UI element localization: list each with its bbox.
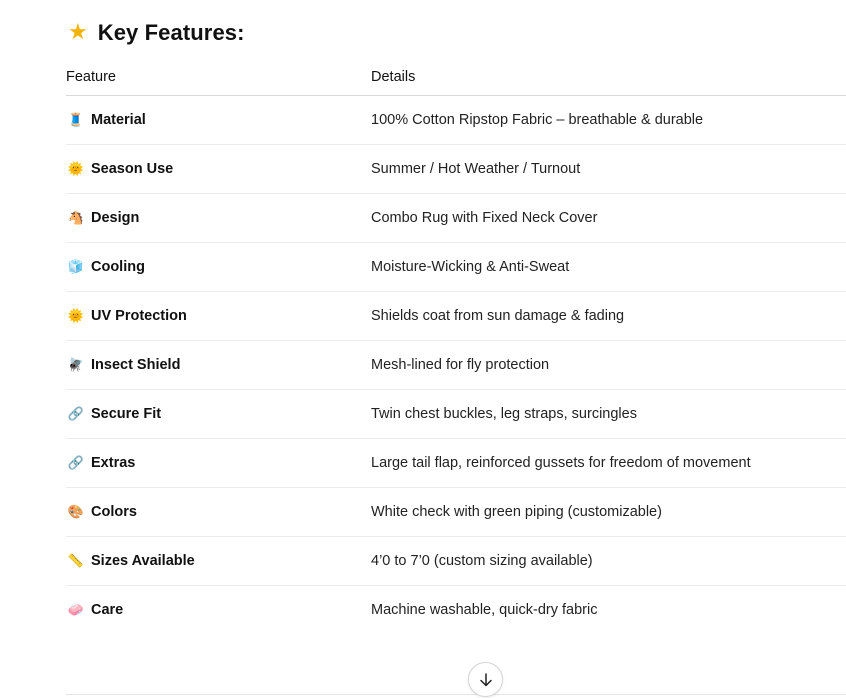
- sun-icon: 🌞: [67, 308, 85, 324]
- feature-name: UV Protection: [91, 308, 187, 324]
- feature-name: Sizes Available: [91, 553, 195, 569]
- table-row: [66, 537, 846, 586]
- horse-icon: 🐴: [67, 210, 85, 226]
- link-icon: 🔗: [67, 406, 85, 422]
- feature-name: Insect Shield: [91, 357, 181, 373]
- feature-label-group: [66, 553, 371, 569]
- table-row: [66, 341, 846, 390]
- feature-label-group: [66, 308, 371, 324]
- feature-label-group: [66, 602, 371, 618]
- column-header-details: Details: [371, 58, 846, 96]
- feature-cell: [66, 194, 371, 243]
- feature-cell: [66, 586, 371, 635]
- features-table: [66, 58, 846, 634]
- sun-face-icon: 🌞: [67, 161, 85, 177]
- table-header-row: [66, 58, 846, 96]
- thread-spool-icon: 🧵: [67, 112, 85, 128]
- feature-name: Cooling: [91, 259, 145, 275]
- feature-name: Secure Fit: [91, 406, 162, 422]
- feature-name: Extras: [91, 455, 136, 471]
- feature-cell: [66, 243, 371, 292]
- feature-details: Machine washable, quick-dry fabric: [371, 602, 598, 618]
- table-row: [66, 488, 846, 537]
- feature-cell: [66, 292, 371, 341]
- feature-label-group: [66, 210, 371, 226]
- feature-name: Care: [91, 602, 124, 618]
- feature-details: 100% Cotton Ripstop Fabric – breathable & durable: [371, 96, 846, 145]
- feature-details: Twin chest buckles, leg straps, surcingles: [371, 390, 846, 439]
- feature-cell: [66, 488, 371, 537]
- table-row: [66, 96, 846, 145]
- feature-label-group: [66, 455, 371, 471]
- table-row: [66, 145, 846, 194]
- scroll-down-button[interactable]: [468, 662, 503, 697]
- feature-details: Summer / Hot Weather / Turnout: [371, 145, 846, 194]
- ice-cube-icon: 🧊: [67, 259, 85, 275]
- feature-cell: [66, 390, 371, 439]
- table-row: [66, 194, 846, 243]
- table-row: [66, 586, 846, 635]
- star-icon: ★: [68, 20, 88, 45]
- feature-details: Large tail flap, reinforced gussets for freedom of movement: [371, 439, 846, 488]
- table-row: [66, 439, 846, 488]
- table-row: [66, 292, 846, 341]
- feature-name: Colors: [91, 504, 137, 520]
- feature-details: White check with green piping (customizable): [371, 488, 846, 537]
- feature-cell: [66, 96, 371, 145]
- feature-name: Design: [91, 210, 140, 226]
- feature-name: Material: [91, 112, 146, 128]
- table-row: [66, 243, 846, 292]
- feature-cell: [66, 439, 371, 488]
- feature-details: 4’0 to 7’0 (custom sizing available): [371, 537, 846, 586]
- feature-cell: [66, 145, 371, 194]
- ruler-icon: 📏: [67, 553, 85, 569]
- fly-icon: 🪰: [67, 357, 85, 373]
- feature-label-group: [66, 259, 371, 275]
- feature-label-group: [66, 161, 371, 177]
- link-icon: 🔗: [67, 455, 85, 471]
- soap-icon: 🧼: [67, 602, 85, 618]
- feature-label-group: [66, 357, 371, 373]
- table-row: [66, 390, 846, 439]
- feature-label-group: [66, 504, 371, 520]
- section-title: Key Features:: [97, 20, 245, 45]
- feature-cell: [66, 341, 371, 390]
- arrow-down-icon: [478, 672, 494, 688]
- divider: [66, 694, 846, 695]
- feature-label-group: [66, 406, 371, 422]
- feature-details: Combo Rug with Fixed Neck Cover: [371, 194, 846, 243]
- feature-details: Moisture-Wicking & Anti-Sweat: [371, 243, 846, 292]
- palette-icon: 🎨: [67, 504, 85, 520]
- section-heading: [68, 20, 245, 46]
- feature-details: Mesh-lined for fly protection: [371, 341, 846, 390]
- column-header-feature: Feature: [66, 58, 371, 96]
- feature-name: Season Use: [91, 161, 174, 177]
- feature-details: Shields coat from sun damage & fading: [371, 292, 846, 341]
- feature-cell: [66, 537, 371, 586]
- feature-label-group: [66, 112, 371, 128]
